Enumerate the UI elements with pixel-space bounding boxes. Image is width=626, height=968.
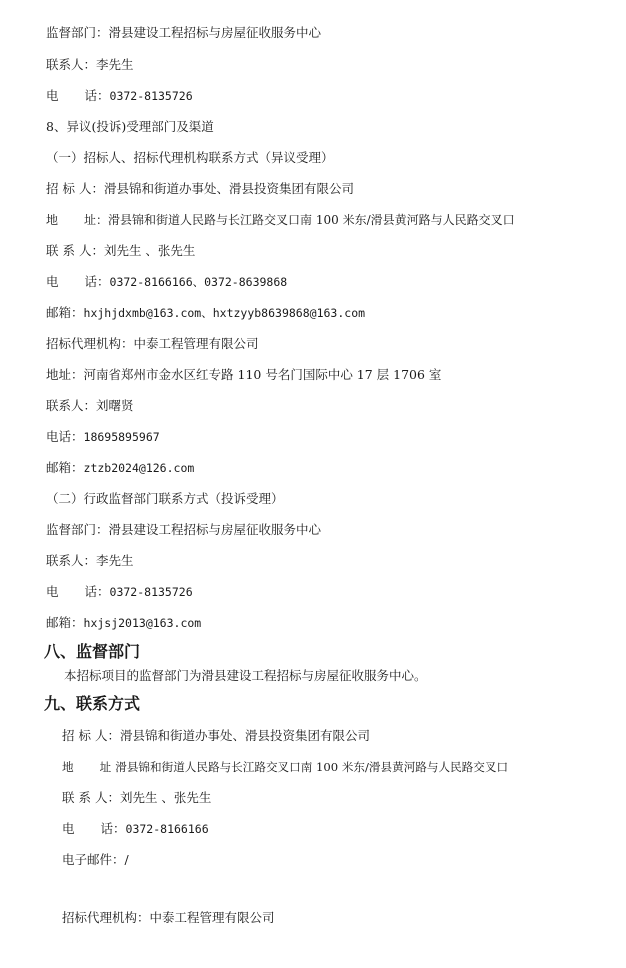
phone-value: 0372-8135726 bbox=[109, 89, 193, 103]
contact-value: 李先生 bbox=[96, 57, 134, 72]
section9-heading: 九、联系方式 bbox=[44, 694, 141, 713]
address-label-a: 地 bbox=[46, 213, 59, 227]
agency-contact-line bbox=[46, 398, 134, 414]
sub2-title: （二）行政监督部门联系方式（投诉受理） bbox=[46, 491, 284, 506]
section8-heading: 八、监督部门 bbox=[44, 642, 141, 661]
admin-contact-line bbox=[46, 553, 134, 569]
s9-address-value: 滑县锦和街道人民路与长江路交叉口南 100 米东/滑县黄河路与人民路交叉口 bbox=[115, 760, 509, 774]
agency-contact-label: 联系人： bbox=[46, 398, 97, 413]
s9-phone-value: 0372-8166166 bbox=[125, 822, 209, 836]
agency-contact-value: 刘曙贤 bbox=[96, 398, 134, 413]
admin-email-line bbox=[46, 615, 201, 631]
tenderer-line bbox=[46, 181, 354, 197]
contact-label: 联系人： bbox=[46, 57, 97, 72]
supervisor-value: 滑县建设工程招标与房屋征收服务中心 bbox=[108, 25, 322, 40]
tenderer-value: 滑县锦和街道办事处、滑县投资集团有限公司 bbox=[103, 181, 354, 196]
supervisor-line bbox=[46, 25, 321, 41]
admin-contact-value: 李先生 bbox=[96, 553, 134, 568]
s9-email-value: / bbox=[124, 852, 129, 867]
admin-email-label: 邮箱： bbox=[46, 615, 84, 630]
objection-phone-label-b: 话： bbox=[84, 274, 110, 289]
tenderer-label: 招 标 人： bbox=[46, 181, 104, 196]
objection-email-line bbox=[46, 305, 365, 321]
s9-agency-value: 中泰工程管理有限公司 bbox=[149, 910, 275, 925]
s9-address-line bbox=[62, 759, 508, 775]
s9-address-label-a: 地 bbox=[62, 760, 74, 774]
agency-label: 招标代理机构： bbox=[46, 336, 134, 351]
contacts-label: 联 系 人： bbox=[46, 243, 104, 258]
s9-phone-line bbox=[62, 821, 209, 837]
contact-line bbox=[46, 57, 134, 73]
address-value: 滑县锦和街道人民路与长江路交叉口南 100 米东/滑县黄河路与人民路交叉口 bbox=[108, 213, 515, 227]
section8-body: 本招标项目的监督部门为滑县建设工程招标与房屋征收服务中心。 bbox=[64, 668, 427, 683]
agency-email-value[interactable]: ztzb2024@126.com bbox=[83, 461, 195, 475]
agency-phone-line bbox=[46, 429, 160, 445]
objection-phone-value: 0372-8166166、0372-8639868 bbox=[109, 275, 288, 289]
agency-address-value: 河南省郑州市金水区红专路 110 号名门国际中心 17 层 1706 室 bbox=[83, 367, 442, 382]
agency-line bbox=[46, 336, 259, 352]
s9-tenderer-value: 滑县锦和街道办事处、滑县投资集团有限公司 bbox=[119, 728, 370, 743]
admin-label: 监督部门： bbox=[46, 522, 109, 537]
admin-email-value[interactable]: hxjsj2013@163.com bbox=[83, 616, 202, 630]
admin-phone-label-a: 电 bbox=[46, 584, 59, 599]
s9-contacts-label: 联 系 人： bbox=[62, 790, 120, 805]
s9-email-label: 电子邮件： bbox=[62, 852, 125, 867]
agency-address-line bbox=[46, 367, 441, 383]
objection-email-value[interactable]: hxjhjdxmb@163.com、hxtzyyb8639868@163.com bbox=[83, 306, 366, 320]
s9-phone-label-a: 电 bbox=[62, 821, 75, 836]
admin-value: 滑县建设工程招标与房屋征收服务中心 bbox=[108, 522, 322, 537]
phone-line bbox=[46, 88, 193, 104]
objection-phone-label-a: 电 bbox=[46, 274, 59, 289]
agency-email-label: 邮箱： bbox=[46, 460, 84, 475]
objection-title: 8、异议(投诉)受理部门及渠道 bbox=[46, 119, 214, 134]
s9-email-line bbox=[62, 852, 129, 868]
agency-address-label: 地址： bbox=[46, 367, 84, 382]
admin-phone-label-b: 话： bbox=[84, 584, 110, 599]
contacts-line bbox=[46, 243, 195, 259]
objection-email-label: 邮箱： bbox=[46, 305, 84, 320]
address-line bbox=[46, 212, 515, 228]
phone-label-b: 话： bbox=[84, 88, 110, 103]
agency-value: 中泰工程管理有限公司 bbox=[133, 336, 259, 351]
s9-contacts-value: 刘先生 、张先生 bbox=[119, 790, 212, 805]
objection-phone-line bbox=[46, 274, 287, 290]
sub1-title: （一）招标人、招标代理机构联系方式（异议受理） bbox=[46, 150, 334, 165]
agency-phone-label: 电话： bbox=[46, 429, 84, 444]
address-label-b: 址： bbox=[84, 213, 109, 227]
s9-agency-line bbox=[62, 910, 275, 926]
s9-agency-label: 招标代理机构： bbox=[62, 910, 150, 925]
admin-phone-line bbox=[46, 584, 193, 600]
admin-contact-label: 联系人： bbox=[46, 553, 97, 568]
supervisor-label: 监督部门： bbox=[46, 25, 109, 40]
s9-tenderer-line bbox=[62, 728, 370, 744]
s9-phone-label-b: 话： bbox=[100, 821, 126, 836]
admin-phone-value: 0372-8135726 bbox=[109, 585, 193, 599]
phone-label-a: 电 bbox=[46, 88, 59, 103]
s9-tenderer-label: 招 标 人： bbox=[62, 728, 120, 743]
agency-phone-value: 18695895967 bbox=[83, 430, 160, 444]
contacts-value: 刘先生 、张先生 bbox=[103, 243, 196, 258]
s9-address-label-b: 址 bbox=[99, 760, 112, 774]
s9-contacts-line bbox=[62, 790, 211, 806]
admin-line bbox=[46, 522, 321, 538]
agency-email-line bbox=[46, 460, 194, 476]
